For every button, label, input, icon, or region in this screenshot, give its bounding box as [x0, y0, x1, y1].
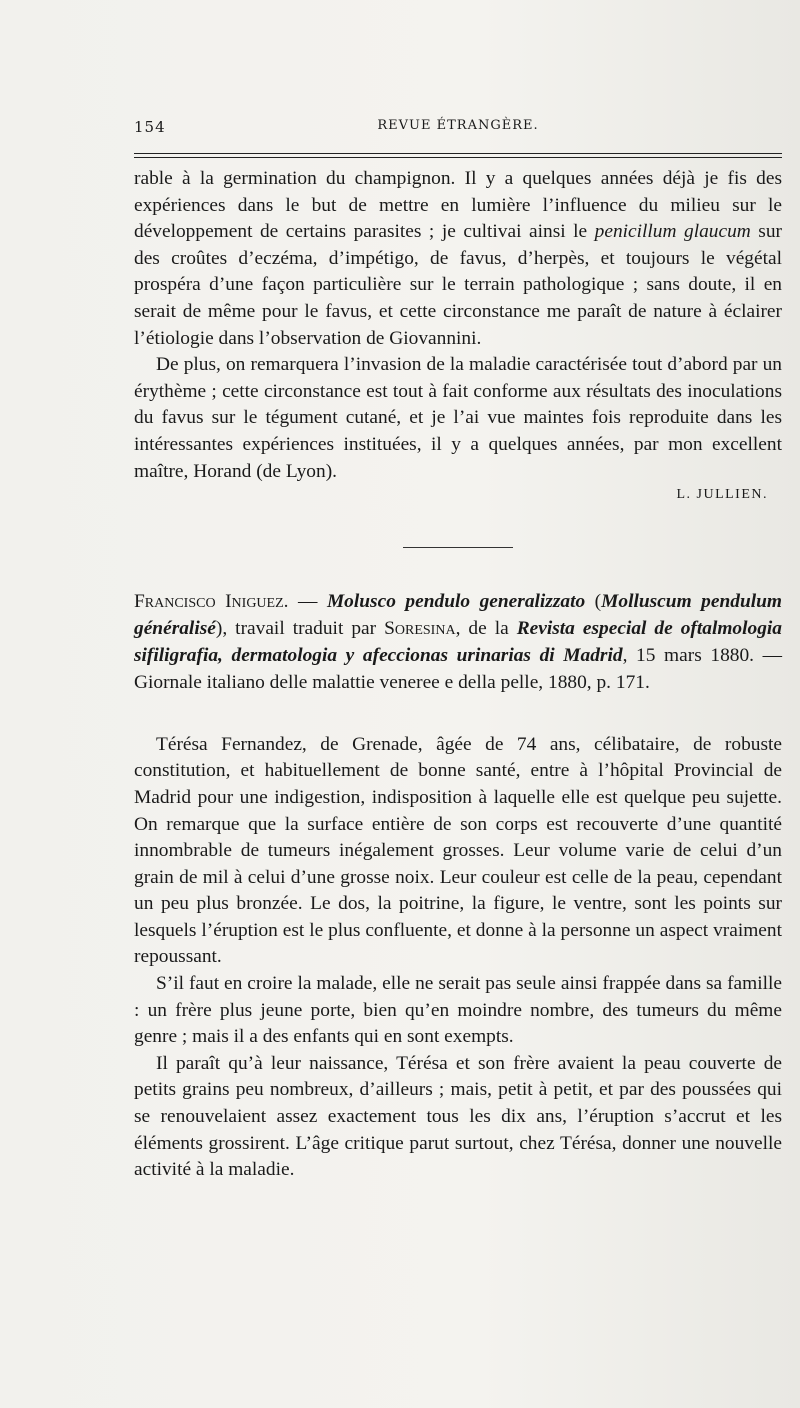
reference-journal: Revista especial de oftalmologia sifiligrafia, dermatologia y afeccionas urinarias di Madrid [134, 617, 782, 666]
bibliographic-reference [134, 588, 782, 696]
reference-translated-by: ), travail traduit par [215, 617, 385, 639]
paragraph-2: De plus, on remarquera l’invasion de la maladie caractérisée tout d’abord par un érythème ; cette circonstance est tout à fait conforme aux résultats des inoculations du favus sur le tégument cutané, et je l’ai vue maintes fois reproduite dans les intéressantes expériences instituées, il y a quelques années, par mon excellent maître, Horand (de Lyon). [134, 354, 782, 482]
running-title: REVUE ÉTRANGÈRE. [377, 118, 539, 133]
page-number: 154 [134, 118, 166, 136]
section-separator [403, 547, 513, 548]
paragraph-1 [134, 166, 782, 352]
page-body [134, 166, 782, 1184]
reference-title: Molusco pendulo generalizzato [326, 590, 586, 612]
reference-rest: , 15 mars 1880. — Giornale italiano delle malattie veneree e della pelle, 1880, p. 171. [134, 644, 783, 693]
paragraph-1-italic: penicillum glaucum [594, 221, 751, 243]
header-rule [134, 153, 782, 158]
reference-translator: Soresina [384, 617, 456, 639]
reference-de-la: , de la [455, 617, 517, 639]
paragraph-5: Il paraît qu’à leur naissance, Térésa et son frère avaient la peau couverte de petits grains peu nombreux, d’ailleurs ; mais, petit à petit, et par des poussées qui se renouvelaient assez exactement tous les dix ans, l’éruption s’accrut et les éléments grossirent. L’âge critique parut surtout, chez Térésa, donner une nouvelle activité à la maladie. [134, 1052, 782, 1181]
reference-dash: . — [283, 590, 327, 612]
reference-french-title: Molluscum pendulum généralisé [134, 590, 782, 639]
reference-author: Francisco Iniguez [134, 590, 284, 612]
paragraph-3: Térésa Fernandez, de Grenade, âgée de 74 ans, célibataire, de robuste constitution, et habituellement de bonne santé, entre à l’hôpital Provincial de Madrid pour une indigestion, indisposition à laquelle elle est quelque peu sujette. On remarque que la surface entière de son corps est recouverte d’une quantité innombrable de tumeurs inégalement grosses. Leur volume varie de celui d’un grain de mil à celui d’une grosse noix. Leur couleur est celle de la peau, cependant un peu plus bronzée. Le dos, la poitrine, la figure, le ventre, sont les points sur lesquels l’éruption est le plus confluente, et donne à la personne un aspect vraiment repoussant. [134, 733, 782, 968]
paragraph-1-text-a: rable à la germination du champignon. Il y a quelques années déjà je fis des expériences dans le but de mettre en lumière l’influence du milieu sur le développement de certains parasites ; je cultivai ainsi le [134, 168, 782, 243]
paragraph-4: S’il faut en croire la malade, elle ne serait pas seule ainsi frappée dans sa famille : un frère plus jeune porte, bien qu’en moindre nombre, des tumeurs du même genre ; mais il a des enfants qui en sont exempts. [134, 973, 782, 1048]
signature: L. JULLIEN. [676, 487, 768, 503]
reference-paren-open: ( [585, 590, 602, 612]
spacer [134, 696, 782, 732]
paragraph-1-text-b: sur des croûtes d’eczéma, d’impétigo, de favus, d’herpès, et toujours le végétal prospéra d’une façon particulière sur le terrain pathologique ; sans doute, il en serait de même pour le favus, et cette circonstance me paraît de nature à éclairer l’étiologie dans l’observation de Giovannini. [134, 221, 783, 349]
